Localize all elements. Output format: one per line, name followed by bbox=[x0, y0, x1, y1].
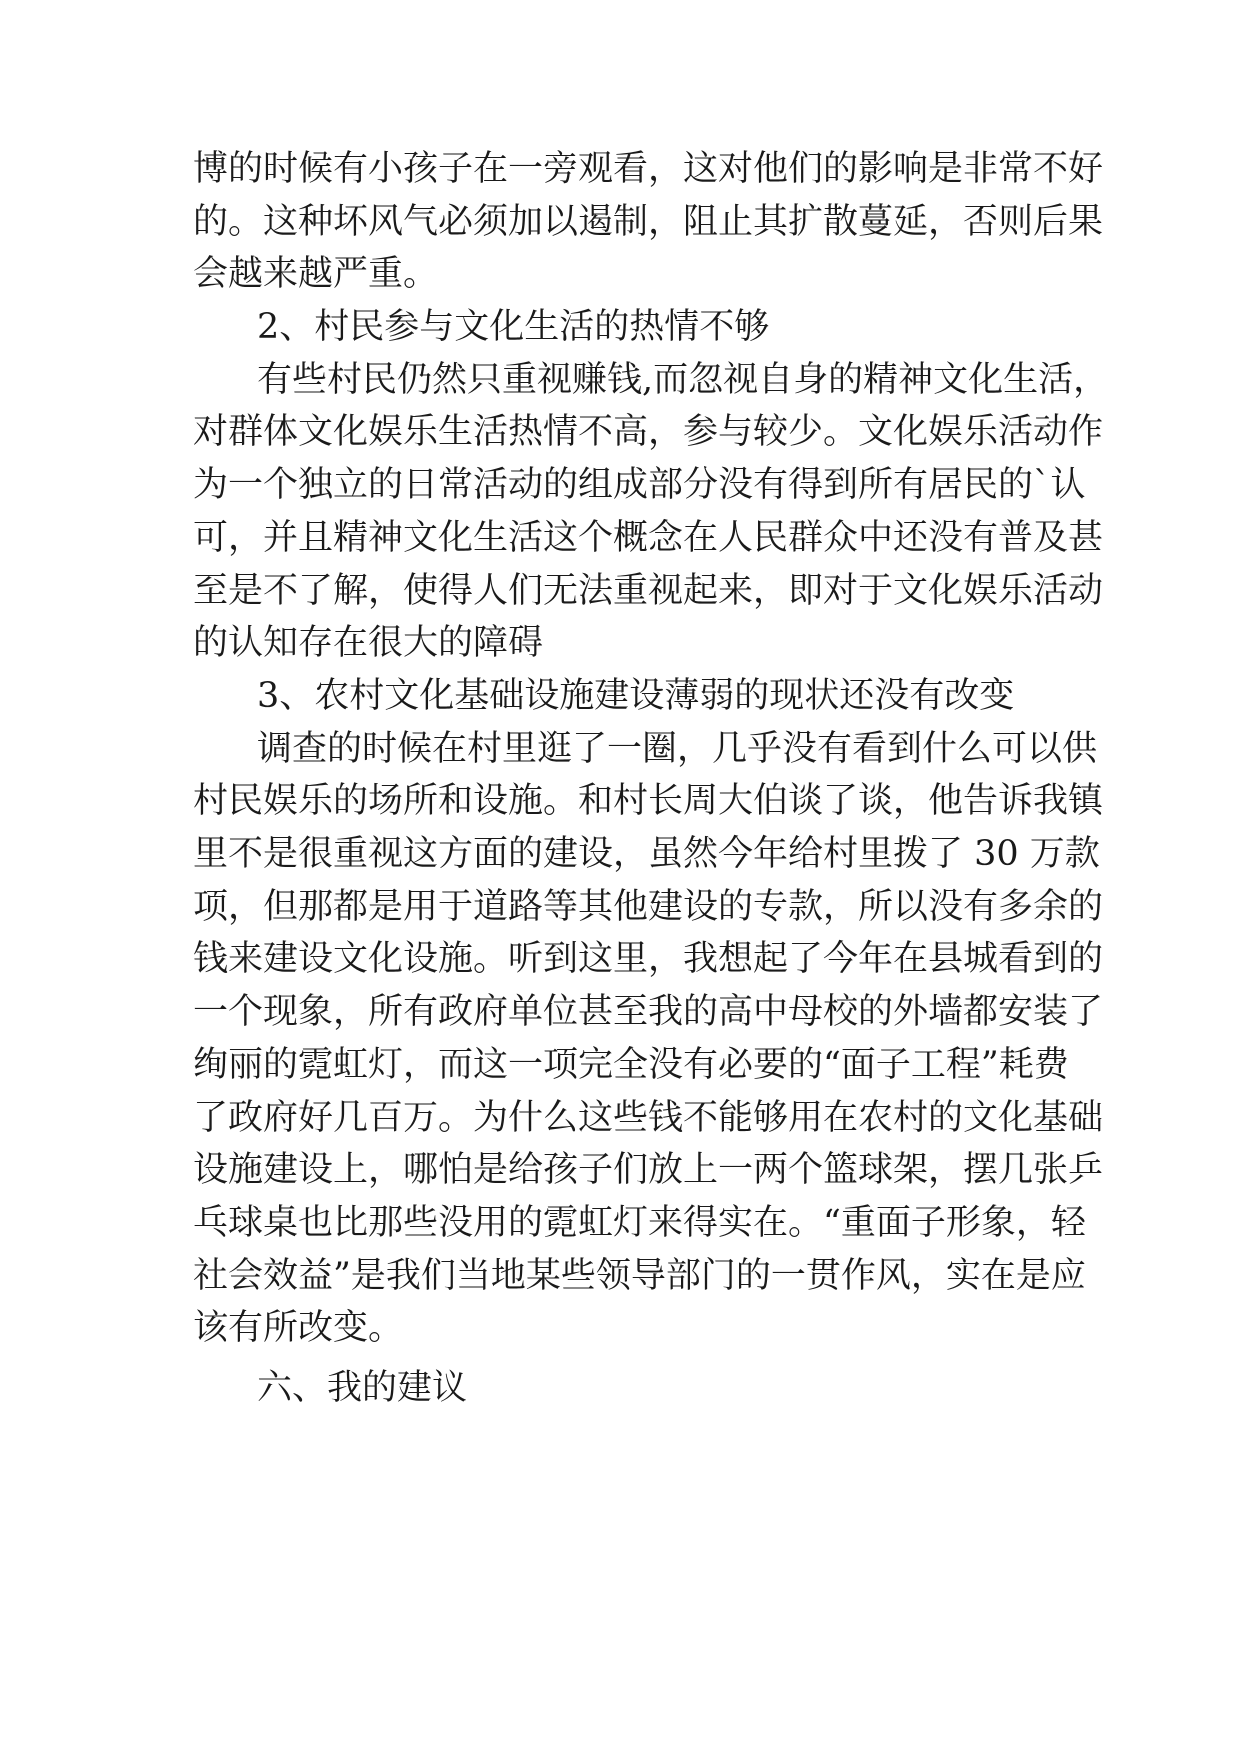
body-text-line: 博的时候有小孩子在一旁观看，这对他们的影响是非常不好 bbox=[193, 149, 1104, 189]
body-text-line: 的。这种坏风气必须加以遏制，阻止其扩散蔓延，否则后果 bbox=[193, 202, 1104, 242]
body-text-line: 调查的时候在村里逛了一圈，几乎没有看到什么可以供 bbox=[257, 729, 1098, 769]
body-text-line: 一个现象，所有政府单位甚至我的高中母校的外墙都安装了 bbox=[193, 992, 1104, 1032]
body-text-line: 为一个独立的日常活动的组成部分没有得到所有居民的`认 bbox=[193, 465, 1086, 505]
body-text-line: 设施建设上，哪怕是给孩子们放上一两个篮球架，摆几张乒 bbox=[193, 1150, 1104, 1190]
body-text-line: 该有所改变。 bbox=[193, 1308, 404, 1348]
section-heading: 六、我的建议 bbox=[257, 1368, 468, 1408]
body-text-line: 可，并且精神文化生活这个概念在人民群众中还没有普及甚 bbox=[193, 518, 1104, 558]
body-text-line: 了政府好几百万。为什么这些钱不能够用在农村的文化基础 bbox=[193, 1098, 1104, 1138]
body-text-line: 有些村民仍然只重视赚钱,而忽视自身的精神文化生活， bbox=[257, 360, 1109, 400]
body-text-line: 乓球桌也比那些没用的霓虹灯来得实在。“重面子形象，轻 bbox=[193, 1203, 1086, 1243]
body-text-line: 的认知存在很大的障碍 bbox=[193, 623, 544, 663]
body-text-line: 村民娱乐的场所和设施。和村长周大伯谈了谈，他告诉我镇 bbox=[193, 781, 1104, 821]
body-text-line: 至是不了解，使得人们无法重视起来，即对于文化娱乐活动 bbox=[193, 571, 1104, 611]
body-text-line: 绚丽的霓虹灯，而这一项完全没有必要的“面子工程”耗费 bbox=[193, 1045, 1069, 1085]
section-heading: 2、村民参与文化生活的热情不够 bbox=[257, 307, 770, 347]
body-text-line: 社会效益”是我们当地某些领导部门的一贯作风，实在是应 bbox=[193, 1256, 1086, 1296]
body-text-line: 对群体文化娱乐生活热情不高，参与较少。文化娱乐活动作 bbox=[193, 412, 1104, 452]
body-text-line: 会越来越严重。 bbox=[193, 254, 439, 294]
body-text-line: 钱来建设文化设施。听到这里，我想起了今年在县城看到的 bbox=[193, 939, 1104, 979]
body-text-line: 里不是很重视这方面的建设，虽然今年给村里拨了 30 万款 bbox=[193, 834, 1100, 874]
body-text-line: 项，但那都是用于道路等其他建设的专款，所以没有多余的 bbox=[193, 887, 1104, 927]
section-heading: 3、农村文化基础设施建设薄弱的现状还没有改变 bbox=[257, 676, 1015, 716]
